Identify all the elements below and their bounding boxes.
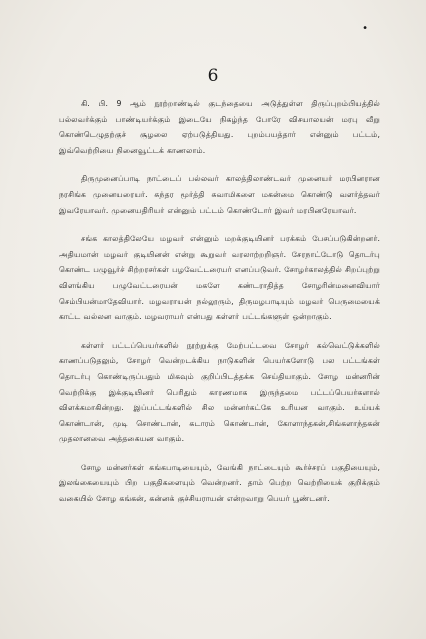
corner-mark: • (362, 23, 368, 34)
paragraph-4: கள்ளர் பட்டப்பெயர்களில் நூற்றுக்கு மேற்பட்டவை சோழர் கல்வெட்டுக்களில் காணப்படுதலும், சோழர் வென்றடக்கிய நாடுகளின் பெயர்களோடு பல பட்டங்கள் தொடர்பு கொண்டிருப்பதும் மிகவும் குறிப்பிடத்தக்க செய்தியாகும். சோழ மன்னரின் வெற்றிக்கு இக்குடியினர் பெரிதும் காரணமாக இருந்தமை பட்டப்பெயர்களால் விளக்கமாகின்றது. இப்பட்டங்களில் சில மன்னர்கட்கே உரியன வாகும். உய்யக் கொண்டான், முடி சொண்டான், கடாரம் கொண்டான், கோளாந்தகன்,சிங்களாந்தகன் முதலானவை அத்தகையன வாகும். (59, 340, 380, 444)
paragraph-1: கி. பி. 9 ஆம் நூற்றாண்டில் குடந்தையை அடுத்துள்ள திருப்புறம்பியத்தில் பல்லவர்க்கும் பாண்டியர்க்கும் இடையே நிகழ்ந்த போரே விசயாலயன் மரபு வீறு கொண்டெழுதற்குச் சூழலை ஏற்படுத்தியது. புறம்பயத்தார் என்னும் பட்டம், இவ்வெற்றியை நினைவூட்டக் காணலாம். (59, 99, 380, 155)
paragraph-5: சோழ மன்னர்கள் கங்கபாடியையும், வேங்கி நாட்டையும் கூர்ச்சரப் பகுதியையும், இலங்கையையும் பிற பகுதிகளையும் வென்றனர். தாம் பெற்ற வெற்றியைக் குறிக்கும் வகையில் சோழ கங்கன், கன்னக் குச்சியராயன் என்றவாறு பெயர் பூண்டனர். (59, 462, 380, 504)
paragraph-3: சங்க காலத்திலேயே மழவர் என்னும் மறக்குடியினர் பரக்கம் பேசப்படுகின்றனர். அதியமான் மழவர் குடியினன் என்று கூறுவர் வரலாற்றறிஞர். சேரநாட்டோடு தொடர்பு கொண்ட பழுவூர்ச் சிற்றரசர்கள் பழவேட்டரையர் எனப்படுவர். சோழர்காலத்தில் சிறப்புற்று விளங்கிய பழுவேட்டரையன் மகளே கண்டராதித்த சோழரின்மனைவியார் செம்பியன்மாதேவியார். மழவராயன் நல்லூரும், திருமழபாடியும் மழவர் பெருமையைக் காட்ட வல்லன வாகும். மழவராயர் என்பது கள்ளர் பட்டங்களுள் ஒன்றாகும். (59, 234, 380, 322)
paragraph-2: திருமுனைப்பாடி நாட்டைப் பல்லவர் காலத்திலாண்டவர் முனையர் மரபினரான நரசிங்க முனையரையர். சுந்தர மூர்த்தி சுவாமிகளை மகன்மை கொண்டு வளர்த்தவர் இவரேயாவர். முனையதிரியர் என்னும் பட்டம் கொண்டோர் இவர் மரபினரேயாவர். (59, 174, 380, 215)
page-body (59, 96, 380, 520)
page-number: 6 (207, 66, 219, 86)
